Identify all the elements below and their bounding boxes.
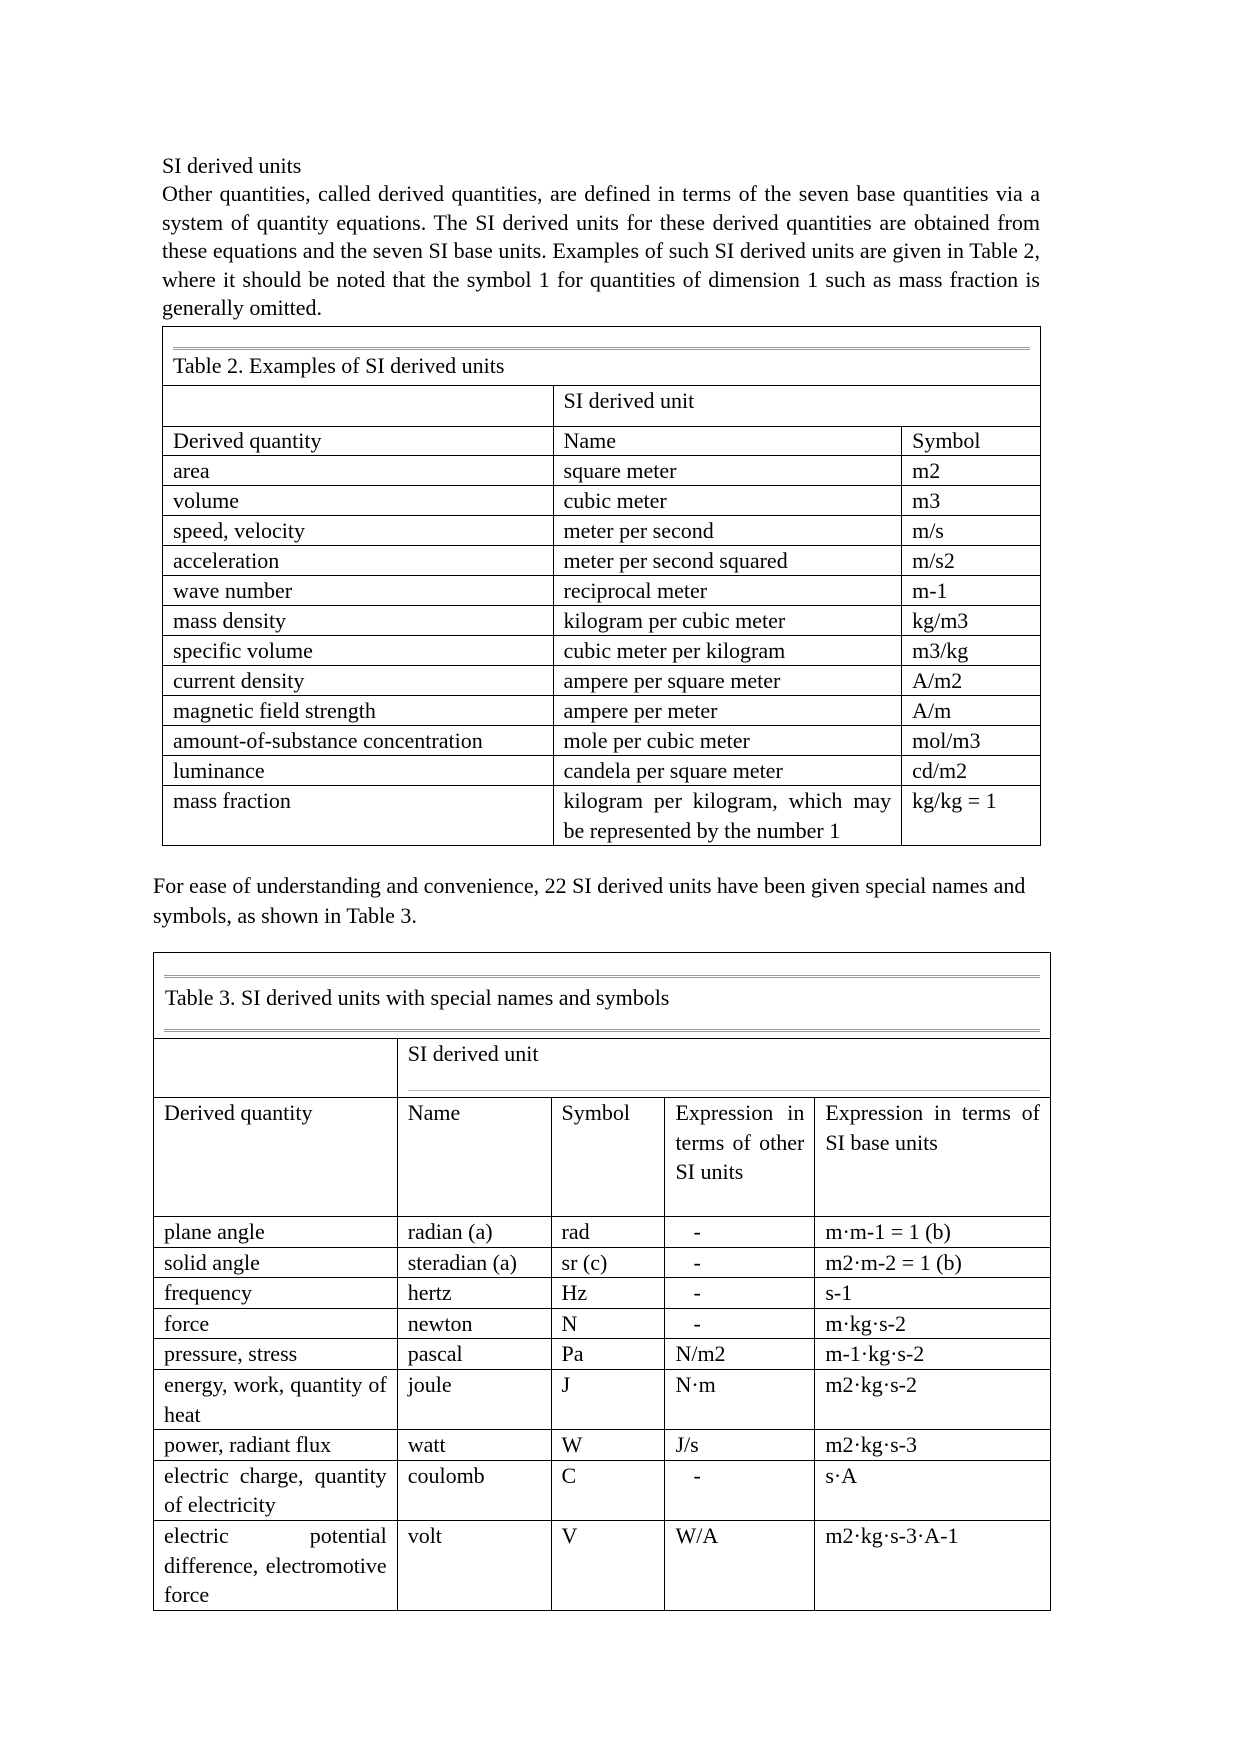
cell-symbol: kg/kg = 1 bbox=[902, 786, 1041, 846]
cell-expr-other: - bbox=[665, 1308, 815, 1339]
table-row bbox=[154, 1369, 1051, 1429]
empty-header-cell bbox=[163, 386, 554, 427]
cell-expr-base: m2·kg·s-3·A-1 bbox=[815, 1520, 1051, 1610]
group-header-cell bbox=[397, 1039, 1050, 1098]
cell-quantity: energy, work, quantity of heat bbox=[154, 1369, 398, 1429]
table-row bbox=[154, 1247, 1051, 1278]
cell-name: kilogram per cubic meter bbox=[553, 606, 902, 636]
cell-name: steradian (a) bbox=[397, 1247, 551, 1278]
cell-symbol: W bbox=[551, 1430, 665, 1461]
cell-expr-base: m·kg·s-2 bbox=[815, 1308, 1051, 1339]
cell-name: kilogram per kilogram, which may be represented by the number 1 bbox=[553, 786, 902, 846]
cell-name: ampere per square meter bbox=[553, 666, 902, 696]
cell-expr-base: m2·m-2 = 1 (b) bbox=[815, 1247, 1051, 1278]
cell-symbol: m/s bbox=[902, 516, 1041, 546]
cell-name: reciprocal meter bbox=[553, 576, 902, 606]
cell-symbol: cd/m2 bbox=[902, 756, 1041, 786]
cell-name: square meter bbox=[553, 456, 902, 486]
col-header-name: Name bbox=[553, 427, 902, 456]
cell-symbol: m3/kg bbox=[902, 636, 1041, 666]
empty-header-cell bbox=[154, 1039, 398, 1098]
cell-quantity: power, radiant flux bbox=[154, 1430, 398, 1461]
table-row bbox=[163, 486, 1041, 516]
table-2-caption-cell bbox=[163, 327, 1041, 386]
table-3-caption: Table 3. SI derived units with special names and symbols bbox=[165, 985, 670, 1010]
cell-expr-other: - bbox=[665, 1247, 815, 1278]
table-3 bbox=[153, 952, 1051, 1611]
cell-name: cubic meter bbox=[553, 486, 902, 516]
cell-quantity: volume bbox=[163, 486, 554, 516]
cell-expr-other: - bbox=[665, 1217, 815, 1248]
cell-name: coulomb bbox=[397, 1460, 551, 1520]
cell-symbol: sr (c) bbox=[551, 1247, 665, 1278]
cell-quantity: area bbox=[163, 456, 554, 486]
cell-quantity: speed, velocity bbox=[163, 516, 554, 546]
cell-expr-other: J/s bbox=[665, 1430, 815, 1461]
cell-name: hertz bbox=[397, 1278, 551, 1309]
cell-symbol: V bbox=[551, 1520, 665, 1610]
table-row bbox=[163, 726, 1041, 756]
cell-expr-base: m-1·kg·s-2 bbox=[815, 1339, 1051, 1370]
cell-symbol: rad bbox=[551, 1217, 665, 1248]
cell-expr-base: m2·kg·s-2 bbox=[815, 1369, 1051, 1429]
cell-quantity: current density bbox=[163, 666, 554, 696]
intro-paragraph: Other quantities, called derived quantities, are defined in terms of the seven base quantities via a system of quantity equations. The SI derived units for these derived quantities are obtained from these equations and the seven SI base units. Examples of such SI derived units are given in Table 2, where it should be noted that the symbol 1 for quantities of dimension 1 such as mass fraction is generally omitted. bbox=[162, 181, 1040, 321]
col-header-expr-base: Expression in terms of SI base units bbox=[815, 1098, 1051, 1217]
table-row bbox=[163, 786, 1041, 846]
cell-quantity: luminance bbox=[163, 756, 554, 786]
cell-expr-base: s·A bbox=[815, 1460, 1051, 1520]
table-row bbox=[154, 1520, 1051, 1610]
cell-quantity: electric potential difference, electromotive force bbox=[154, 1520, 398, 1610]
cell-name: volt bbox=[397, 1520, 551, 1610]
cell-quantity: mass density bbox=[163, 606, 554, 636]
table-3-caption-cell bbox=[154, 953, 1051, 1039]
col-header-quantity: Derived quantity bbox=[154, 1098, 398, 1217]
table-row bbox=[163, 636, 1041, 666]
col-header-symbol: Symbol bbox=[902, 427, 1041, 456]
cell-quantity: wave number bbox=[163, 576, 554, 606]
cell-symbol: m-1 bbox=[902, 576, 1041, 606]
cell-symbol: Pa bbox=[551, 1339, 665, 1370]
cell-expr-base: s-1 bbox=[815, 1278, 1051, 1309]
table-row bbox=[163, 456, 1041, 486]
cell-symbol: m3 bbox=[902, 486, 1041, 516]
table-row bbox=[163, 756, 1041, 786]
cell-quantity: frequency bbox=[154, 1278, 398, 1309]
col-header-expr-other: Expression in terms of other SI units bbox=[665, 1098, 815, 1217]
cell-expr-base: m2·kg·s-3 bbox=[815, 1430, 1051, 1461]
cell-symbol: m2 bbox=[902, 456, 1041, 486]
table-row bbox=[163, 696, 1041, 726]
cell-quantity: amount-of-substance concentration bbox=[163, 726, 554, 756]
col-header-quantity: Derived quantity bbox=[163, 427, 554, 456]
cell-symbol: mol/m3 bbox=[902, 726, 1041, 756]
cell-symbol: A/m2 bbox=[902, 666, 1041, 696]
table-row bbox=[163, 516, 1041, 546]
cell-expr-other: - bbox=[665, 1460, 815, 1520]
cell-expr-other: N/m2 bbox=[665, 1339, 815, 1370]
cell-symbol: A/m bbox=[902, 696, 1041, 726]
table3-intro-paragraph: For ease of understanding and convenience, 22 SI derived units have been given special names and symbols, as shown in Table 3. bbox=[153, 873, 1026, 928]
table-row bbox=[154, 1278, 1051, 1309]
col-header-symbol: Symbol bbox=[551, 1098, 665, 1217]
cell-quantity: plane angle bbox=[154, 1217, 398, 1248]
table-2 bbox=[162, 326, 1041, 846]
table-row bbox=[163, 666, 1041, 696]
cell-expr-other: - bbox=[665, 1278, 815, 1309]
cell-name: ampere per meter bbox=[553, 696, 902, 726]
cell-symbol: Hz bbox=[551, 1278, 665, 1309]
cell-symbol: m/s2 bbox=[902, 546, 1041, 576]
col-header-name: Name bbox=[397, 1098, 551, 1217]
table-row bbox=[163, 606, 1041, 636]
caption-rule-top bbox=[164, 975, 1040, 978]
cell-name: joule bbox=[397, 1369, 551, 1429]
table-row bbox=[154, 1430, 1051, 1461]
cell-expr-other: N·m bbox=[665, 1369, 815, 1429]
cell-quantity: mass fraction bbox=[163, 786, 554, 846]
cell-quantity: pressure, stress bbox=[154, 1339, 398, 1370]
table-row bbox=[154, 1339, 1051, 1370]
cell-name: meter per second bbox=[553, 516, 902, 546]
cell-quantity: specific volume bbox=[163, 636, 554, 666]
cell-quantity: solid angle bbox=[154, 1247, 398, 1278]
cell-name: candela per square meter bbox=[553, 756, 902, 786]
table-2-caption: Table 2. Examples of SI derived units bbox=[173, 353, 505, 378]
table-row bbox=[163, 546, 1041, 576]
cell-quantity: acceleration bbox=[163, 546, 554, 576]
cell-symbol: N bbox=[551, 1308, 665, 1339]
cell-expr-other: W/A bbox=[665, 1520, 815, 1610]
cell-quantity: electric charge, quantity of electricity bbox=[154, 1460, 398, 1520]
table-row bbox=[154, 1460, 1051, 1520]
cell-symbol: kg/m3 bbox=[902, 606, 1041, 636]
cell-symbol: C bbox=[551, 1460, 665, 1520]
cell-name: cubic meter per kilogram bbox=[553, 636, 902, 666]
cell-quantity: magnetic field strength bbox=[163, 696, 554, 726]
group-header-rule bbox=[408, 1090, 1040, 1091]
table-row bbox=[163, 576, 1041, 606]
cell-name: watt bbox=[397, 1430, 551, 1461]
cell-quantity: force bbox=[154, 1308, 398, 1339]
cell-name: pascal bbox=[397, 1339, 551, 1370]
table-row bbox=[154, 1217, 1051, 1248]
group-header: SI derived unit bbox=[407, 1041, 539, 1066]
cell-expr-base: m·m-1 = 1 (b) bbox=[815, 1217, 1051, 1248]
cell-symbol: J bbox=[551, 1369, 665, 1429]
cell-name: newton bbox=[397, 1308, 551, 1339]
section-heading: SI derived units bbox=[162, 153, 302, 178]
cell-name: mole per cubic meter bbox=[553, 726, 902, 756]
caption-rule bbox=[173, 347, 1030, 350]
cell-name: meter per second squared bbox=[553, 546, 902, 576]
caption-rule-bottom bbox=[164, 1029, 1040, 1032]
table-row bbox=[154, 1308, 1051, 1339]
cell-name: radian (a) bbox=[397, 1217, 551, 1248]
group-header: SI derived unit bbox=[553, 386, 1040, 427]
